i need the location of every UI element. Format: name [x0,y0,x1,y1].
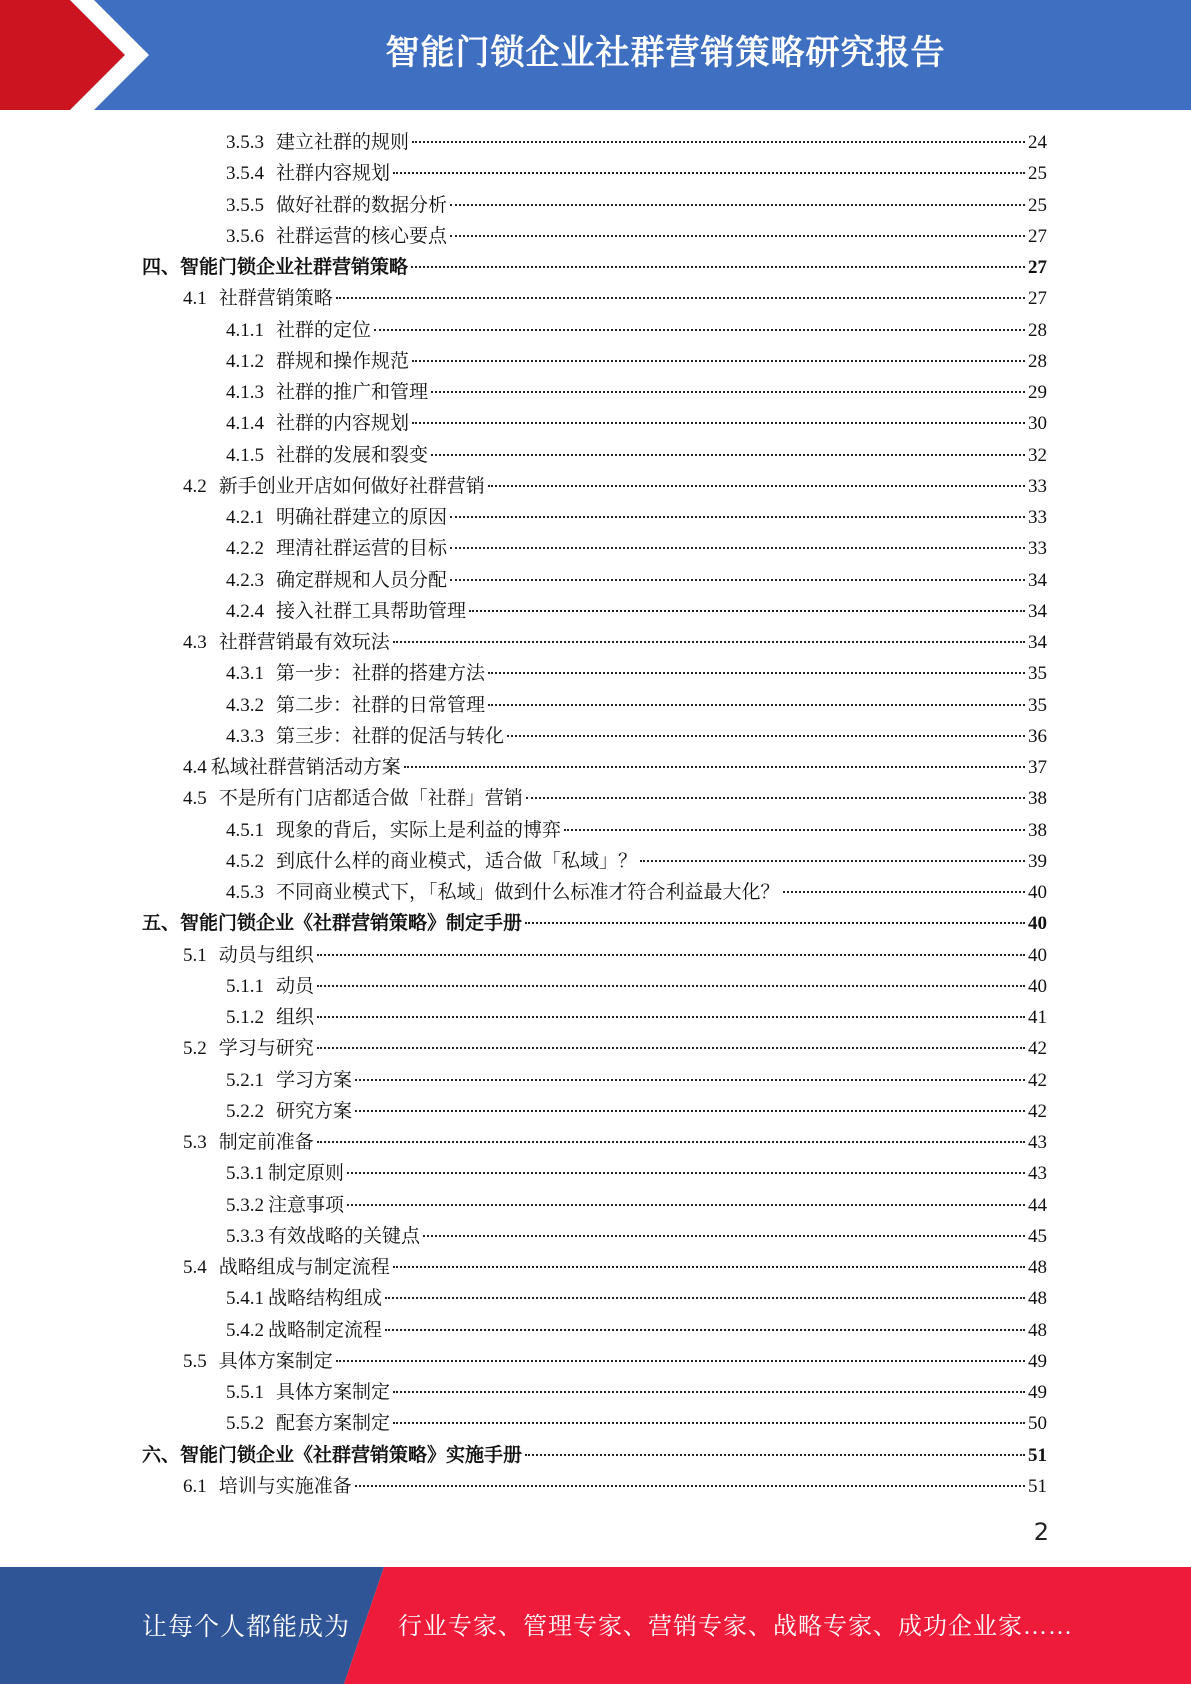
toc-entry-title: 社群营销策略 [218,288,333,310]
toc-entry-number: 5.1.2 [226,1007,264,1028]
toc-entry-number: 4.3.1 [226,663,264,685]
toc-dot-leader [640,860,1025,862]
toc-entry-title: 社群营销最有效玩法 [218,632,390,653]
toc-entry-number: 4.2.4 [226,600,264,622]
toc-entry-title: 培训与实施准备 [218,1475,352,1497]
toc-entry[interactable] [226,596,1047,627]
document-title: 智能门锁企业社群营销策略研究报告 [385,33,946,73]
toc-entry-number: 5.5 [183,1350,207,1372]
toc-entry-number: 4.2.3 [226,569,264,591]
toc-dot-leader [393,1266,1025,1268]
toc-entry-number: 4.5.3 [226,882,264,903]
toc-dot-leader [507,735,1025,737]
toc-entry[interactable] [226,690,1047,721]
toc-entry-number: 5.3 [183,1132,207,1153]
toc-entry[interactable] [142,1440,1047,1471]
toc-entry-page: 38 [1028,819,1047,841]
toc-entry-title: 新手创业开店如何做好社群营销 [218,475,485,497]
toc-entry-title: 智能门锁企业《社群营销策略》制定手册 [180,913,523,935]
toc-entry-title: 群规和操作规范 [276,350,410,372]
toc-entry[interactable] [183,1127,1047,1158]
toc-entry-number: 6.1 [183,1475,207,1497]
toc-entry-title: 不同商业模式下，「私域」做到什么标准才符合利益最大化？ [276,882,780,903]
toc-entry-number: 5.2 [183,1038,207,1060]
toc-entry-title: 接入社群工具帮助管理 [276,600,467,622]
toc-dot-leader [564,829,1025,831]
toc-entry-page: 27 [1028,288,1047,310]
toc-dot-leader [423,1235,1025,1237]
toc-entry-title: 制定前准备 [218,1132,314,1153]
toc-entry-number: 3.5.3 [226,132,264,153]
toc-entry-number: 4.3.2 [226,694,264,716]
toc-entry[interactable] [226,1408,1047,1439]
toc-entry[interactable] [226,408,1047,439]
toc-dot-leader [450,235,1025,237]
toc-entry[interactable] [226,190,1047,221]
toc-entry-page: 42 [1028,1038,1047,1060]
toc-dot-leader [355,1485,1025,1487]
toc-entry-number: 5.4.2 [226,1319,264,1341]
toc-entry-title: 组织 [276,1007,315,1028]
toc-entry-title: 战略结构组成 [268,1288,383,1310]
toc-entry-title: 社群的发展和裂变 [276,444,429,466]
toc-entry-title: 确定群规和人员分配 [276,569,448,591]
toc-dot-leader [450,204,1025,206]
toc-entry-title: 社群的内容规划 [276,413,410,435]
toc-entry-number: 3.5.5 [226,194,264,216]
toc-entry-title: 第一步：社群的搭建方法 [276,663,486,685]
toc-entry[interactable] [142,908,1047,939]
toc-entry-number: 4.3.3 [226,725,264,747]
toc-entry-page: 34 [1028,569,1047,591]
toc-entry[interactable] [226,533,1047,564]
toc-dot-leader [393,172,1025,174]
toc-entry[interactable] [183,940,1047,971]
toc-entry-number: 4.3 [183,632,207,653]
toc-dot-leader [404,766,1025,768]
toc-entry-title: 做好社群的数据分析 [276,194,448,216]
toc-entry-page: 36 [1028,725,1047,747]
toc-entry-title: 智能门锁企业《社群营销策略》实施手册 [180,1444,523,1466]
toc-entry-number: 六、 [142,1444,181,1466]
toc-entry-number: 5.1.1 [226,975,264,997]
toc-entry-page: 25 [1028,194,1047,216]
toc-entry-number: 4.2.2 [226,538,264,560]
toc-entry[interactable] [226,877,1047,908]
toc-entry[interactable] [226,377,1047,408]
toc-entry-page: 50 [1028,1413,1047,1435]
toc-entry-title: 战略制定流程 [268,1319,383,1341]
toc-entry[interactable] [226,1065,1047,1096]
toc-dot-leader [393,1422,1025,1424]
toc-dot-leader [412,360,1025,362]
toc-dot-leader [411,266,1025,268]
toc-entry-number: 5.2.2 [226,1100,264,1122]
toc-entry[interactable] [226,440,1047,471]
toc-dot-leader [336,297,1025,299]
toc-entry[interactable] [226,1190,1047,1221]
toc-entry-title: 配套方案制定 [276,1413,391,1435]
toc-entry-title: 战略组成与制定流程 [218,1257,390,1278]
toc-entry[interactable] [226,815,1047,846]
toc-entry-number: 4.5 [183,788,207,810]
toc-entry-page: 27 [1028,225,1047,247]
toc-dot-leader [431,391,1025,393]
toc-entry-page: 41 [1028,1007,1047,1028]
toc-entry-page: 30 [1028,413,1047,435]
toc-entry-title: 具体方案制定 [218,1350,333,1372]
toc-entry-title: 第三步：社群的促活与转化 [276,725,505,747]
toc-entry-number: 4.1.3 [226,382,264,403]
toc-entry-page: 49 [1028,1350,1047,1372]
toc-entry-title: 智能门锁企业社群营销策略 [180,257,409,278]
toc-entry-number: 5.3.3 [226,1225,264,1247]
toc-entry-number: 5.3.1 [226,1163,264,1185]
toc-dot-leader [488,485,1025,487]
toc-entry-number: 4.4 [183,757,207,778]
toc-dot-leader [317,985,1025,987]
toc-entry-page: 33 [1028,475,1047,497]
toc-entry-number: 4.1.5 [226,444,264,466]
toc-entry[interactable] [226,1377,1047,1408]
toc-entry-page: 49 [1028,1382,1047,1403]
toc-dot-leader [450,579,1025,581]
toc-entry-number: 4.2 [183,475,207,497]
toc-entry-page: 44 [1028,1194,1047,1216]
toc-entry-number: 5.3.2 [226,1194,264,1216]
toc-entry[interactable] [226,221,1047,252]
toc-entry-title: 注意事项 [268,1194,345,1216]
toc-entry-number: 4.1.2 [226,350,264,372]
toc-entry-page: 34 [1028,600,1047,622]
toc-entry[interactable] [226,502,1047,533]
toc-entry-page: 24 [1028,132,1047,153]
toc-entry-number: 5.4.1 [226,1288,264,1310]
toc-entry[interactable] [183,1252,1047,1283]
toc-entry-title: 有效战略的关键点 [268,1225,421,1247]
toc-dot-leader [385,1297,1025,1299]
toc-entry-title: 现象的背后，实际上是利益的博弈 [276,819,562,841]
toc-entry-page: 35 [1028,663,1047,685]
toc-entry-page: 48 [1028,1319,1047,1341]
toc-dot-leader [393,641,1025,643]
toc-entry-page: 39 [1028,850,1047,872]
toc-entry-title: 学习与研究 [218,1038,314,1060]
header-banner [0,0,1191,110]
toc-entry[interactable] [142,252,1047,283]
toc-entry-page: 51 [1028,1475,1047,1497]
toc-entry-number: 4.1.4 [226,413,264,435]
toc-entry-number: 4.5.1 [226,819,264,841]
toc-entry[interactable] [183,627,1047,658]
toc-entry[interactable] [226,846,1047,877]
toc-entry[interactable] [183,283,1047,314]
toc-entry[interactable] [183,471,1047,502]
toc-dot-leader [525,922,1025,924]
header-arrow-logo [0,0,160,110]
toc-dot-leader [336,1360,1025,1362]
toc-entry-page: 34 [1028,632,1047,653]
toc-dot-leader [450,547,1025,549]
toc-entry[interactable] [226,971,1047,1002]
toc-entry[interactable] [226,315,1047,346]
toc-entry[interactable] [226,158,1047,189]
toc-entry-page: 25 [1028,163,1047,185]
page-number: 2 [1033,1518,1049,1546]
toc-entry-title: 理清社群运营的目标 [276,538,448,560]
toc-entry[interactable] [226,1002,1047,1033]
toc-entry-page: 37 [1028,757,1047,778]
toc-dot-leader [347,1204,1025,1206]
toc-entry[interactable] [226,565,1047,596]
toc-dot-leader [317,1047,1025,1049]
toc-entry[interactable] [183,1033,1047,1064]
footer-slogan-right: 行业专家、管理专家、营销专家、战略专家、成功企业家…… [398,1614,1073,1640]
toc-entry-page: 33 [1028,507,1047,528]
toc-entry-title: 社群内容规划 [276,163,391,185]
toc-entry-title: 建立社群的规则 [276,132,410,153]
toc-entry[interactable] [226,1221,1047,1252]
toc-entry-title: 制定原则 [268,1163,345,1185]
toc-entry[interactable] [183,752,1047,783]
toc-entry[interactable] [226,1315,1047,1346]
toc-entry-number: 3.5.6 [226,225,264,247]
toc-entry-page: 29 [1028,382,1047,403]
toc-dot-leader [393,1391,1025,1393]
toc-entry-page: 40 [1028,975,1047,997]
toc-entry-page: 27 [1028,257,1047,278]
toc-entry[interactable] [226,127,1047,158]
toc-entry-page: 35 [1028,694,1047,716]
footer-slogan-left: 让每个人都能成为 [142,1614,351,1641]
toc-entry-title: 社群的定位 [276,319,372,341]
toc-entry-page: 38 [1028,788,1047,810]
toc-entry-number: 5.4 [183,1257,207,1278]
toc-entry-title: 具体方案制定 [276,1382,391,1403]
toc-dot-leader [412,141,1025,143]
toc-entry-title: 社群运营的核心要点 [276,225,448,247]
toc-entry-title: 到底什么样的商业模式，适合做「私域」？ [276,850,638,872]
toc-entry[interactable] [226,346,1047,377]
toc-entry[interactable] [183,783,1047,814]
toc-entry-page: 40 [1028,944,1047,966]
toc-dot-leader [317,1141,1025,1143]
toc-entry-title: 第二步：社群的日常管理 [276,694,486,716]
toc-entry[interactable] [226,1158,1047,1189]
toc-entry-page: 48 [1028,1257,1047,1278]
toc-dot-leader [355,1110,1025,1112]
toc-entry-page: 43 [1028,1132,1047,1153]
toc-entry-number: 4.1.1 [226,319,264,341]
toc-entry-title: 研究方案 [276,1100,353,1122]
toc-dot-leader [317,954,1025,956]
toc-dot-leader [374,329,1025,331]
toc-entry-page: 32 [1028,444,1047,466]
toc-dot-leader [488,672,1025,674]
toc-entry-number: 5.5.2 [226,1413,264,1435]
toc-entry-page: 28 [1028,350,1047,372]
toc-entry-page: 40 [1028,882,1047,903]
toc-dot-leader [317,1016,1025,1018]
toc-entry-number: 4.5.2 [226,850,264,872]
toc-entry-number: 四、 [142,257,181,278]
toc-entry-number: 5.2.1 [226,1069,264,1091]
toc-entry-page: 42 [1028,1100,1047,1122]
toc-entry-number: 5.5.1 [226,1382,264,1403]
toc-entry-page: 33 [1028,538,1047,560]
toc-entry[interactable] [183,1471,1047,1502]
toc-entry-number: 五、 [142,913,181,935]
toc-entry-number: 4.1 [183,288,207,310]
toc-entry[interactable] [226,721,1047,752]
toc-entry-page: 42 [1028,1069,1047,1091]
toc-dot-leader [783,891,1025,893]
toc-dot-leader [525,1454,1025,1456]
toc-dot-leader [385,1329,1025,1331]
toc-entry-page: 51 [1028,1444,1047,1466]
toc-entry-page: 43 [1028,1163,1047,1185]
toc-entry-title: 社群的推广和管理 [276,382,429,403]
toc-entry-number: 5.1 [183,944,207,966]
toc-entry[interactable] [183,1346,1047,1377]
toc-entry-number: 4.2.1 [226,507,264,528]
toc-entry-page: 28 [1028,319,1047,341]
toc-dot-leader [347,1172,1025,1174]
toc-entry-title: 动员与组织 [218,944,314,966]
toc-dot-leader [469,610,1025,612]
toc-dot-leader [488,704,1025,706]
toc-dot-leader [526,797,1025,799]
toc-dot-leader [431,454,1025,456]
toc-dot-leader [450,516,1025,518]
toc-dot-leader [412,422,1025,424]
footer-banner [0,1567,1191,1684]
toc-entry[interactable] [226,658,1047,689]
toc-entry-title: 私域社群营销活动方案 [210,757,401,778]
toc-entry-page: 48 [1028,1288,1047,1310]
toc-entry[interactable] [226,1283,1047,1314]
toc-entry[interactable] [226,1096,1047,1127]
toc-entry-title: 不是所有门店都适合做「社群」营销 [218,788,523,810]
toc-entry-number: 3.5.4 [226,163,264,185]
toc-entry-title: 学习方案 [276,1069,353,1091]
toc-entry-page: 40 [1028,913,1047,935]
toc-entry-page: 45 [1028,1225,1047,1247]
toc-entry-title: 动员 [276,975,315,997]
toc-entry-title: 明确社群建立的原因 [276,507,448,528]
toc-dot-leader [355,1079,1025,1081]
